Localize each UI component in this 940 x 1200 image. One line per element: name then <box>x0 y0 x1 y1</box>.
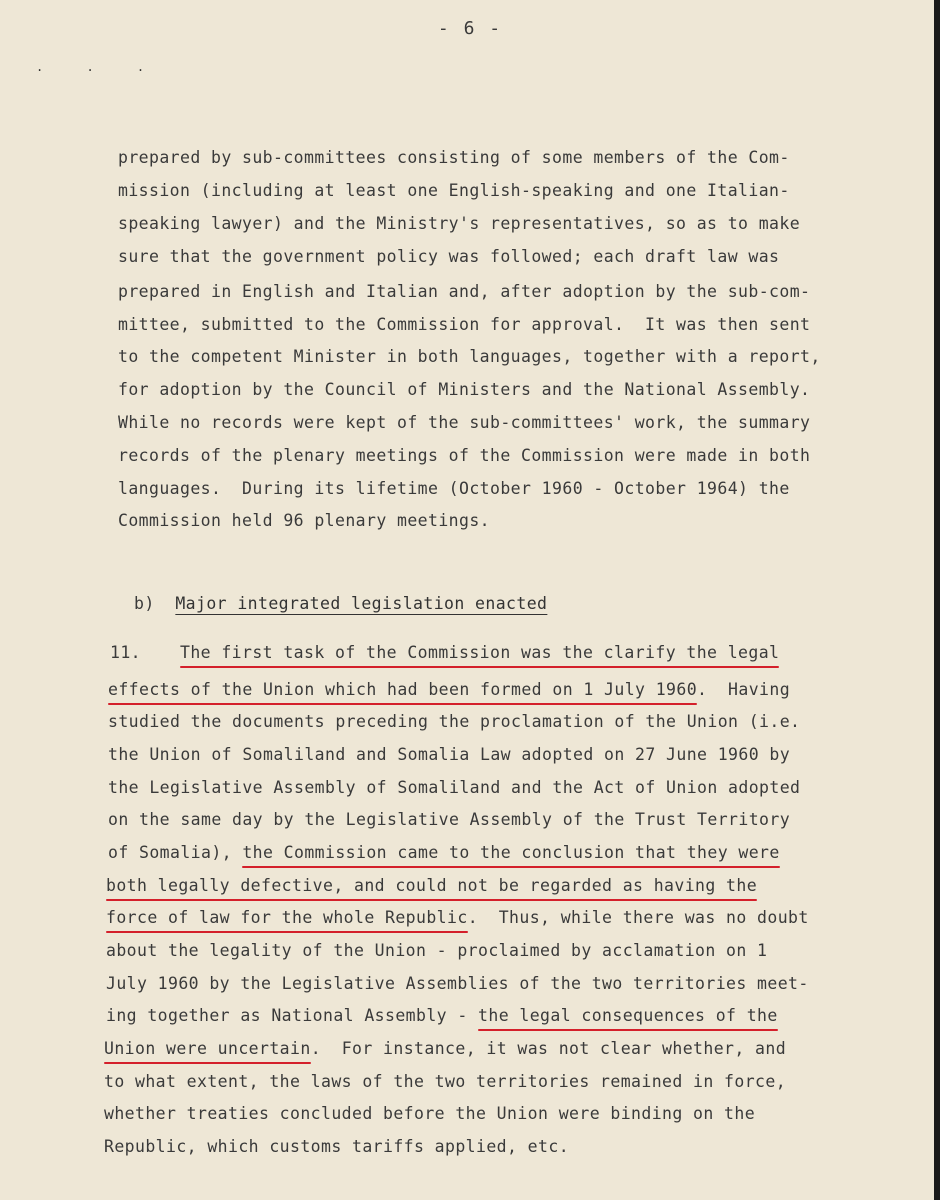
paragraph-11-line: Republic, which customs tariffs applied, etc. <box>104 1137 570 1156</box>
paragraph-line: sure that the government policy was followed; each draft law was <box>118 247 780 266</box>
paragraph-11-line: whether treaties concluded before the Union were binding on the <box>104 1104 756 1123</box>
underlined-text: effects of the Union which had been formed on 1 July 1960 <box>108 680 698 699</box>
paragraph-line: While no records were kept of the sub-committees' work, the summary <box>118 413 811 432</box>
paragraph-line: prepared by sub-committees consisting of some members of the Com- <box>118 148 790 167</box>
underlined-text: The first task of the Commission was the clarify the legal <box>180 643 780 662</box>
paragraph-11-line: about the legality of the Union - proclaimed by acclamation on 1 <box>106 941 768 960</box>
paragraph-11-line <box>110 643 779 662</box>
paragraph-line: mittee, submitted to the Commission for approval. It was then sent <box>118 315 811 334</box>
paragraph-line: prepared in English and Italian and, after adoption by the sub-com- <box>118 282 811 301</box>
paragraph-11-line: the Legislative Assembly of Somaliland and the Act of Union adopted <box>108 778 801 797</box>
paragraph-line: for adoption by the Council of Ministers and the National Assembly. <box>118 380 811 399</box>
underlined-text: the Commission came to the conclusion that they were <box>242 843 780 862</box>
paragraph-11-line: force of law for the whole Republic. Thus, while there was no doubt <box>106 908 809 927</box>
paragraph-11-line: to what extent, the laws of the two territories remained in force, <box>104 1072 787 1091</box>
paragraph-11-line: the Union of Somaliland and Somalia Law adopted on 27 June 1960 by <box>108 745 791 764</box>
paragraph-line: speaking lawyer) and the Ministry's representatives, so as to make <box>118 214 801 233</box>
paragraph-11-line <box>106 876 757 895</box>
paragraph-line: mission (including at least one English-speaking and one Italian- <box>118 181 790 200</box>
paragraph-11-line: studied the documents preceding the proclamation of the Union (i.e. <box>108 712 801 731</box>
paragraph-11-line: ing together as National Assembly - the legal consequences of the <box>106 1006 778 1025</box>
section-heading <box>134 594 547 613</box>
paragraph-line: to the competent Minister in both languages, together with a report, <box>118 347 821 366</box>
paragraph-number: 11. <box>110 643 142 662</box>
underlined-text: force of law for the whole Republic <box>106 908 468 927</box>
paragraph-line: records of the plenary meetings of the Commission were made in both <box>118 446 811 465</box>
speck-marks: . . . <box>36 60 163 74</box>
paragraph-line: languages. During its lifetime (October 1960 - October 1964) the <box>118 479 790 498</box>
paragraph-11-line: July 1960 by the Legislative Assemblies of the two territories meet- <box>106 974 809 993</box>
section-heading-title: Major integrated legislation enacted <box>175 594 548 613</box>
paragraph-11-line: of Somalia), the Commission came to the conclusion that they were <box>108 843 780 862</box>
paragraph-11-line: Union were uncertain. For instance, it was not clear whether, and <box>104 1039 787 1058</box>
underlined-text: both legally defective, and could not be regarded as having the <box>106 876 758 895</box>
underlined-text: the legal consequences of the <box>478 1006 778 1025</box>
paragraph-11-line: on the same day by the Legislative Assembly of the Trust Territory <box>108 810 791 829</box>
page-edge-border <box>934 0 940 1200</box>
page-number: - 6 - <box>437 18 503 39</box>
section-heading-label: b) <box>134 594 155 613</box>
paragraph-11-line: effects of the Union which had been formed on 1 July 1960. Having <box>108 680 791 699</box>
underlined-text: Union were uncertain <box>104 1039 311 1058</box>
paragraph-line: Commission held 96 plenary meetings. <box>118 511 491 530</box>
